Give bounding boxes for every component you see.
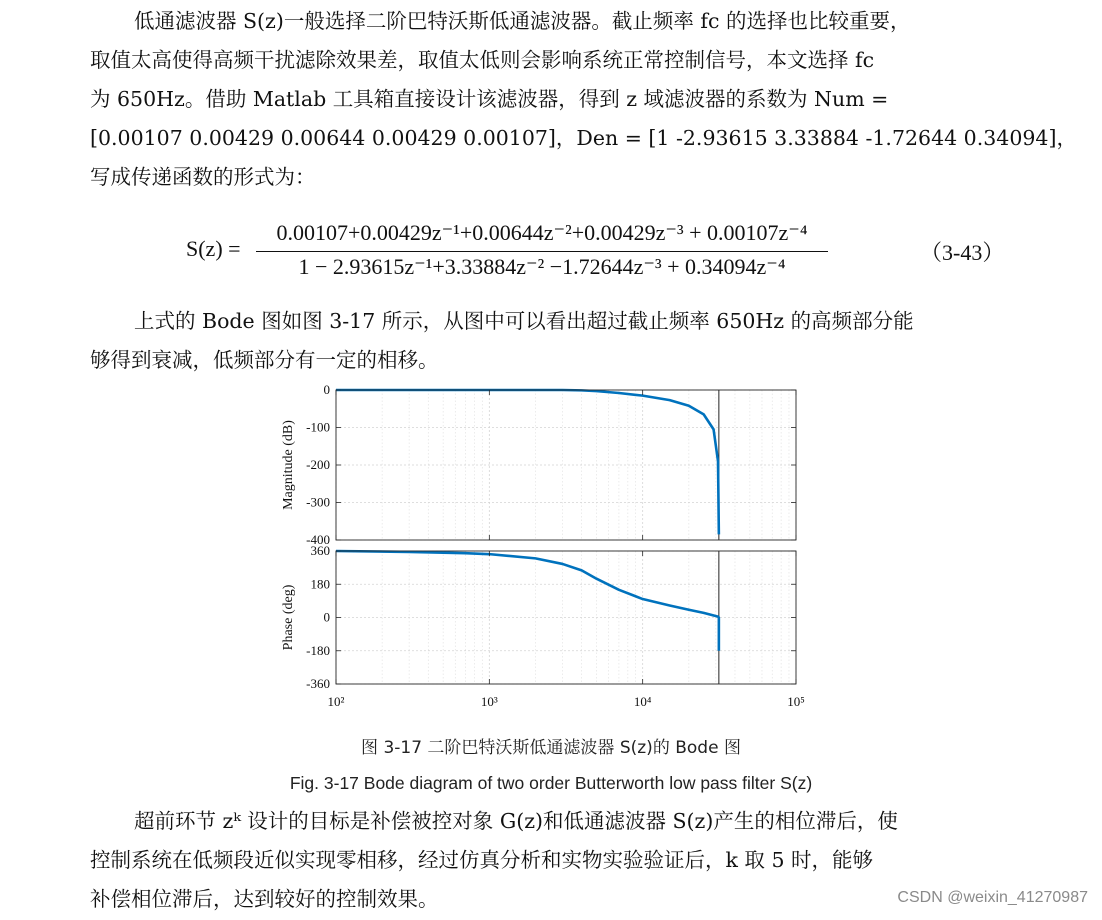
- text-line: 上式的 Bode 图如图 3-17 所示，从图中可以看出超过截止频率 650Hz 的高频部分能: [134, 309, 914, 333]
- y-tick-label: -300: [306, 494, 330, 510]
- figure-caption-english: Fig. 3-17 Bode diagram of two order Butterworth low pass filter S(z): [289, 773, 813, 793]
- y-axis-label: Magnitude (dB): [281, 420, 296, 510]
- phase-panel: [281, 543, 796, 691]
- y-tick-label: 0: [323, 382, 330, 397]
- magnitude-panel: [281, 382, 796, 547]
- x-tick-label: 10⁵: [787, 694, 805, 709]
- y-tick-label: -100: [306, 419, 330, 435]
- text-line: [0.00107 0.00429 0.00644 0.00429 0.00107]，Den = [1 -2.93615 3.33884 -1.72644 0.34094]，: [90, 126, 1077, 150]
- y-tick-label: -180: [306, 642, 330, 658]
- text-line: 为 650Hz。借助 Matlab 工具箱直接设计该滤波器，得到 z 域滤波器的系数为 Num =: [90, 87, 889, 111]
- equation-number: （3-43）: [920, 240, 1005, 265]
- y-tick-label: 0: [323, 609, 330, 625]
- bode-diagram: [270, 382, 830, 722]
- y-tick-label: 180: [310, 576, 330, 592]
- equation-denominator: 1 − 2.93615z⁻¹+3.33884z⁻² −1.72644z⁻³ + 0.34094z⁻⁴: [298, 254, 786, 279]
- paragraph-bode-description: [90, 302, 1025, 380]
- paragraph-lead-compensation: [90, 802, 1025, 919]
- y-tick-label: -200: [306, 457, 330, 472]
- y-tick-label: -360: [306, 676, 330, 691]
- text-line: 补偿相位滞后，达到较好的控制效果。: [90, 887, 439, 911]
- text-line: 控制系统在低频段近似实现零相移，经过仿真分析和实物实验验证后，k 取 5 时，能够: [90, 848, 874, 872]
- y-tick-label: 360: [310, 543, 330, 558]
- equation-numerator: 0.00107+0.00429z⁻¹+0.00644z⁻²+0.00429z⁻³ + 0.00107z⁻⁴: [276, 220, 808, 245]
- x-tick-label: 10²: [327, 694, 345, 709]
- equation-lhs: S(z) =: [186, 236, 241, 261]
- paragraph-filter-selection: [90, 2, 1077, 197]
- y-axis-label: Phase (deg): [281, 584, 296, 651]
- text-line: 取值太高使得高频干扰滤除效果差，取值太低则会影响系统正常控制信号，本文选择 fc: [90, 48, 875, 72]
- text-line: 写成传递函数的形式为：: [90, 165, 316, 189]
- x-tick-label: 10⁴: [633, 694, 652, 709]
- fraction-bar: [256, 251, 828, 252]
- text-line: 低通滤波器 S(z)一般选择二阶巴特沃斯低通滤波器。截止频率 fc 的选择也比较重要，: [134, 9, 911, 33]
- text-line: 超前环节 zᵏ 设计的目标是补偿被控对象 G(z)和低通滤波器 S(z)产生的相位滞后，使: [134, 809, 898, 833]
- text-line: 够得到衰减，低频部分有一定的相移。: [90, 348, 439, 372]
- x-tick-label: 10³: [480, 694, 498, 709]
- watermark: CSDN @weixin_41270987: [897, 889, 1088, 906]
- y-tick-label: -400: [306, 532, 330, 547]
- transfer-function-equation: [186, 220, 1046, 284]
- figure-caption-chinese: 图 3-17 二阶巴特沃斯低通滤波器 S(z)的 Bode 图: [361, 738, 741, 758]
